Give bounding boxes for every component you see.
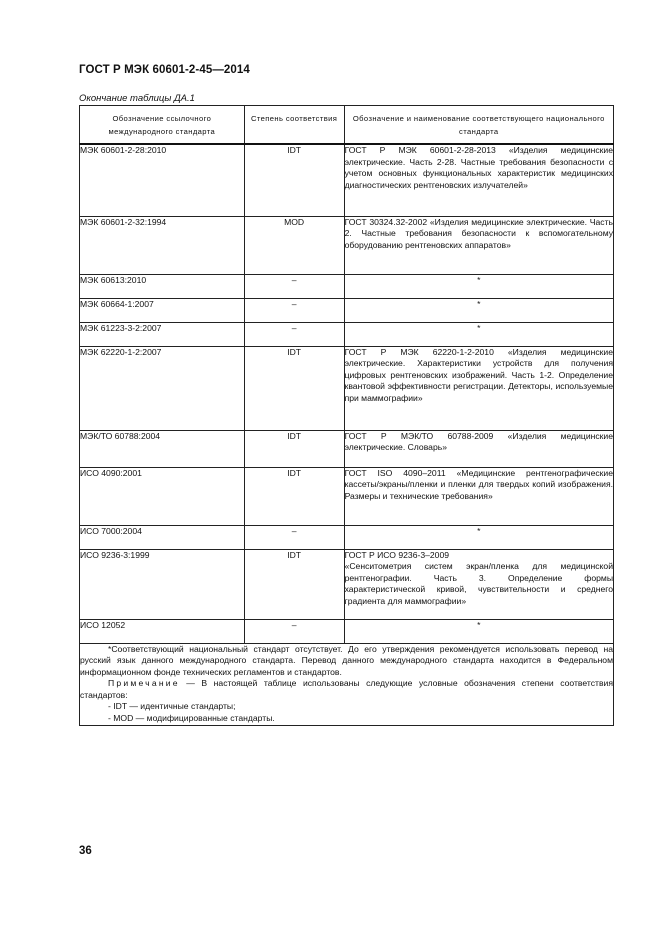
national-standard-designation: ГОСТ Р ИСО 9236-3–2009 — [344, 549, 450, 560]
column-header-degree: Степень соответствия — [244, 106, 344, 145]
degree-cell: IDT — [244, 549, 344, 619]
table-row — [80, 525, 614, 549]
degree-cell: – — [244, 298, 344, 322]
national-standard-cell: * — [344, 322, 613, 346]
national-standard-cell — [344, 549, 613, 619]
footnote-text: *Соответствующий национальный стандарт отсутствует. До его утверждения рекомендуется использовать перевод на русский язык данного международного стандарта. Перевод данного международного стандарта находится в Федеральном информационном фонде технических регламентов и стандартов. — [80, 643, 613, 677]
international-standard-cell: МЭК 62220-1-2:2007 — [80, 346, 245, 430]
degree-cell: – — [244, 525, 344, 549]
page-number: 36 — [79, 845, 92, 857]
national-standard-title: «Сенситометрия систем экран/пленка для медицинской рентгенографии. Часть 3. Определение формы характеристической кривой, чувствительности и среднего градиента для маммографии» — [344, 561, 613, 606]
degree-cell: IDT — [244, 346, 344, 430]
table-header-row — [80, 106, 614, 145]
table-row — [80, 346, 614, 430]
international-standard-cell: ИСО 9236-3:1999 — [80, 549, 245, 619]
degree-cell: – — [244, 619, 344, 643]
international-standard-cell: МЭК 61223-3-2:2007 — [80, 322, 245, 346]
document-header: ГОСТ Р МЭК 60601-2-45—2014 — [79, 64, 250, 76]
national-standard-cell: ГОСТ Р МЭК 62220-1-2-2010 «Изделия медицинские электрические. Характеристики устройств для получения цифровых рентгеновских изображений. Часть 1-2. Определение квантовой эффективности регистрации. Детекторы, используемые при маммографии» — [344, 346, 613, 430]
note-label: Примечание — [108, 678, 180, 689]
table-row — [80, 322, 614, 346]
international-standard-cell: МЭК/ТО 60788:2004 — [80, 430, 245, 467]
table-row — [80, 549, 614, 619]
degree-cell: – — [244, 322, 344, 346]
international-standard-cell: ИСО 4090:2001 — [80, 467, 245, 525]
international-standard-cell: МЭК 60601-2-28:2010 — [80, 144, 245, 216]
table-row — [80, 430, 614, 467]
degree-cell: IDT — [244, 144, 344, 216]
international-standard-cell: МЭК 60664-1:2007 — [80, 298, 245, 322]
table-row — [80, 298, 614, 322]
note-item-idt: - IDT — идентичные стандарты; — [108, 701, 236, 712]
national-standard-cell: * — [344, 298, 613, 322]
table-row — [80, 216, 614, 274]
degree-cell: MOD — [244, 216, 344, 274]
national-standard-cell: * — [344, 619, 613, 643]
international-standard-cell: МЭК 60601-2-32:1994 — [80, 216, 245, 274]
national-standard-cell: ГОСТ ISO 4090–2011 «Медицинские рентгенографические кассеты/экраны/пленки и пленки для твердых копий изображения. Размеры и технические требования» — [344, 467, 613, 525]
degree-cell: IDT — [244, 430, 344, 467]
table-row — [80, 619, 614, 643]
table-caption: Окончание таблицы ДА.1 — [79, 93, 195, 104]
national-standard-cell: * — [344, 525, 613, 549]
table-row — [80, 467, 614, 525]
table-row — [80, 144, 614, 216]
international-standard-cell: ИСО 12052 — [80, 619, 245, 643]
column-header-international: Обозначение ссылочного международного стандарта — [80, 106, 245, 145]
degree-cell: – — [244, 274, 344, 298]
table-row — [80, 274, 614, 298]
national-standard-cell: ГОСТ 30324.32-2002 «Изделия медицинские электрические. Часть 2. Частные требования безопасности к вспомогательному оборудованию рентгеновских аппаратов» — [344, 216, 613, 274]
table-notes — [80, 643, 614, 725]
international-standard-cell: ИСО 7000:2004 — [80, 525, 245, 549]
standards-table — [79, 105, 614, 726]
national-standard-cell: ГОСТ Р МЭК 60601-2-28-2013 «Изделия медицинские электрические. Часть 2-28. Частные требования безопасности с учетом основных функциональных характеристик медицинских диагностических рентгеновских излучателей» — [344, 144, 613, 216]
degree-cell: IDT — [244, 467, 344, 525]
international-standard-cell: МЭК 60613:2010 — [80, 274, 245, 298]
table-notes-row — [80, 643, 614, 725]
note-text: — В настоящей таблице использованы следующие условные обозначения степени соответствия стандартов: — [80, 678, 613, 700]
note-item-mod: - MOD — модифицированные стандарты. — [108, 713, 275, 724]
national-standard-cell: ГОСТ Р МЭК/ТО 60788-2009 «Изделия медицинские электрические. Словарь» — [344, 430, 613, 467]
national-standard-cell: * — [344, 274, 613, 298]
note-paragraph — [80, 678, 613, 701]
column-header-national: Обозначение и наименование соответствующего национального стандарта — [344, 106, 613, 145]
